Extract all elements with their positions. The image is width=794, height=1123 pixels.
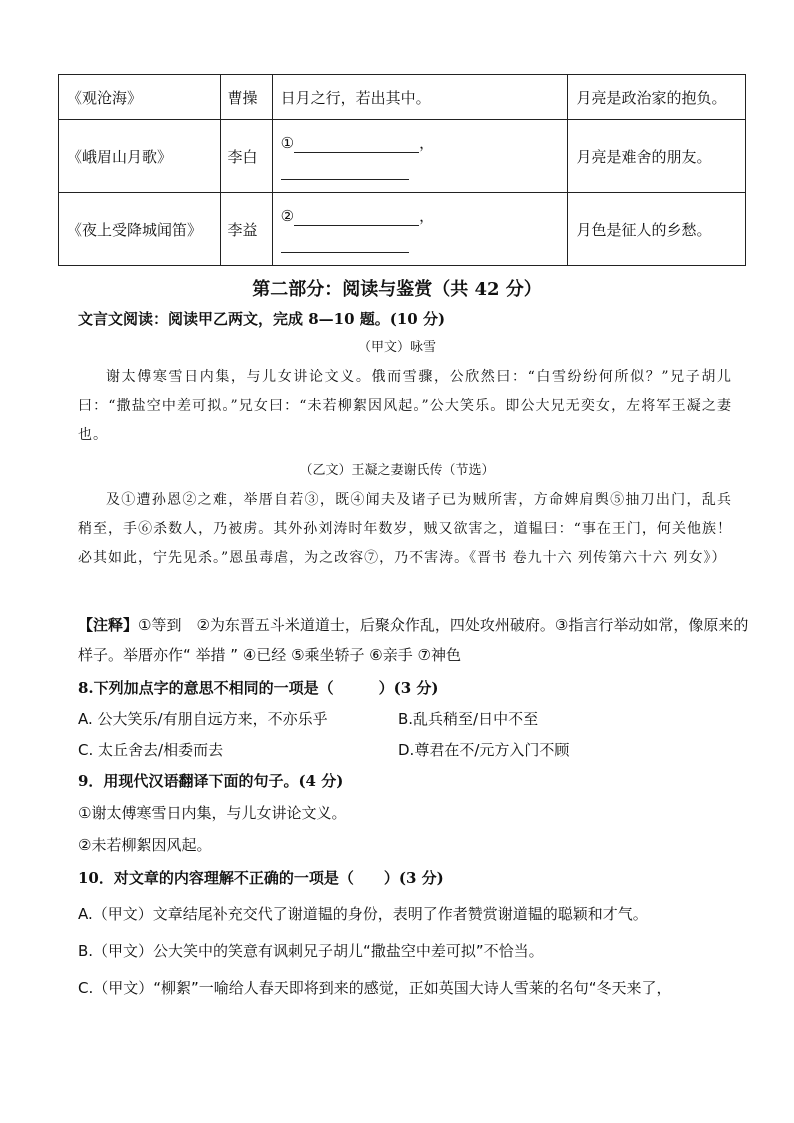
poem-title: 《夜上受降城闻笛》	[59, 193, 221, 266]
text-a-title: （甲文）咏雪	[357, 340, 436, 355]
annotation	[78, 610, 750, 670]
option-d[interactable]: D.尊君在不/元方入门不顾	[398, 741, 570, 759]
answer-blank[interactable]	[294, 211, 419, 226]
poem-author: 曹操	[221, 75, 272, 120]
translate-item-1: ①谢太傅寒雪日内集，与儿女讲论文义。	[78, 804, 347, 822]
question-9: 9．用现代汉语翻译下面的句子。(4 分)	[78, 772, 344, 790]
table-row	[59, 193, 746, 266]
text-a-body: 谢太傅寒雪日内集，与儿女讲论文义。俄而雪骤，公欣然曰：“白雪纷纷何所似？”兄子胡儿曰：“撒盐空中差可拟。”兄女曰：“未若柳絮因风起。”公大笑乐。即公大兄无奕女，左将军王凝之妻也。	[78, 369, 732, 443]
blank-marker: ①	[280, 134, 295, 152]
poem-title: 《观沧海》	[59, 75, 221, 120]
moon-meaning: 月色是征人的乡愁。	[568, 193, 746, 266]
question-8: 8.下列加点字的意思不相同的一项是（ ）(3 分)	[78, 679, 439, 697]
poem-table	[58, 74, 746, 266]
annotation-label: 【注释】	[78, 616, 139, 634]
section-title: 文言文阅读：阅读甲乙两文，完成 8—10 题。(10 分)	[78, 310, 446, 328]
fill-blank-cell	[272, 120, 568, 193]
part-heading: 第二部分：阅读与鉴赏（共 42 分）	[252, 279, 542, 300]
translate-item-2: ②未若柳絮因风起。	[78, 836, 212, 854]
option-a[interactable]: A. 公大笑乐/有朋自远方来，不亦乐乎	[78, 710, 328, 728]
option-b[interactable]: B.（甲文）公大笑中的笑意有讽刺兄子胡儿“撒盐空中差可拟”不恰当。	[78, 942, 544, 960]
option-c[interactable]: C. 太丘舍去/相委而去	[78, 741, 224, 759]
text-b-title: （乙文）王凝之妻谢氏传（节选）	[299, 463, 495, 478]
option-b[interactable]: B.乱兵稍至/日中不至	[398, 710, 539, 728]
poem-author: 李白	[221, 120, 272, 193]
answer-blank[interactable]	[281, 236, 409, 253]
answer-blank[interactable]	[281, 163, 409, 180]
poem-line: 日月之行，若出其中。	[272, 75, 568, 120]
annotation-text: ①等到 ②为东晋五斗米道道士，后聚众作乱，四处攻州破府。③指言行举动如常，像原来的样子。举厝亦作“ 举措 ” ④已经 ⑤乘坐轿子 ⑥亲手 ⑦神色	[78, 616, 749, 664]
table-row	[59, 120, 746, 193]
fill-blank-cell	[272, 193, 568, 266]
moon-meaning: 月亮是难舍的朋友。	[568, 120, 746, 193]
answer-blank[interactable]	[294, 138, 419, 153]
comma: ，	[419, 134, 435, 152]
blank-marker: ②	[280, 207, 295, 225]
table-row	[59, 75, 746, 120]
moon-meaning: 月亮是政治家的抱负。	[568, 75, 746, 120]
comma: ，	[419, 207, 435, 225]
option-a[interactable]: A.（甲文）文章结尾补充交代了谢道韫的身份，表明了作者赞赏谢道韫的聪颖和才气。	[78, 905, 648, 923]
poem-title: 《峨眉山月歌》	[59, 120, 221, 193]
question-10: 10．对文章的内容理解不正确的一项是（ ）(3 分)	[78, 869, 444, 887]
poem-author: 李益	[221, 193, 272, 266]
option-c[interactable]: C.（甲文）“柳絮”一喻给人春天即将到来的感觉，正如英国大诗人雪莱的名句“冬天来了，	[78, 979, 672, 997]
text-b-body: 及①遭孙恩②之难，举厝自若③，既④闻夫及诸子已为贼所害，方命婢肩舆⑤抽刀出门，乱兵稍至，手⑥杀数人，乃被虏。其外孙刘涛时年数岁，贼又欲害之，道韫曰：“事在王门，何关他族！必其如此，宁先见杀。”恩虽毒虐，为之改容⑦，乃不害涛。《晋书 卷九十六 列传第六十六 列女》）	[78, 492, 732, 566]
